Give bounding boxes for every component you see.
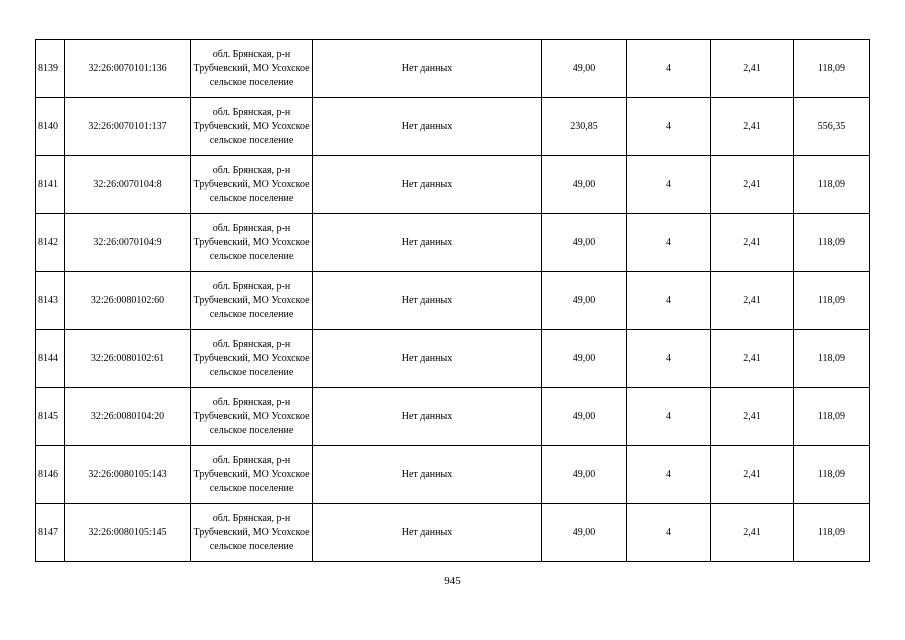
group-cell: 4 — [627, 388, 711, 446]
address-cell: обл. Брянская, р-н Трубчевский, МО Усохское сельское поселение — [191, 98, 313, 156]
cadastral-table — [35, 39, 870, 562]
area-cell: 49,00 — [542, 156, 627, 214]
rate-cell: 2,41 — [711, 156, 794, 214]
value-cell: 118,09 — [794, 272, 870, 330]
table-body — [36, 40, 870, 562]
rate-cell: 2,41 — [711, 214, 794, 272]
cadastral-number-cell: 32:26:0080102:61 — [65, 330, 191, 388]
status-cell: Нет данных — [313, 272, 542, 330]
row-number-cell: 8146 — [36, 446, 65, 504]
cadastral-number-cell: 32:26:0080105:143 — [65, 446, 191, 504]
table-row — [36, 156, 870, 214]
area-cell: 49,00 — [542, 330, 627, 388]
value-cell: 118,09 — [794, 330, 870, 388]
area-cell: 49,00 — [542, 446, 627, 504]
status-cell: Нет данных — [313, 214, 542, 272]
row-number-cell: 8140 — [36, 98, 65, 156]
row-number-cell: 8141 — [36, 156, 65, 214]
group-cell: 4 — [627, 504, 711, 562]
area-cell: 49,00 — [542, 214, 627, 272]
group-cell: 4 — [627, 98, 711, 156]
status-cell: Нет данных — [313, 388, 542, 446]
value-cell: 118,09 — [794, 388, 870, 446]
value-cell: 118,09 — [794, 214, 870, 272]
row-number-cell: 8143 — [36, 272, 65, 330]
address-cell: обл. Брянская, р-н Трубчевский, МО Усохское сельское поселение — [191, 446, 313, 504]
address-cell: обл. Брянская, р-н Трубчевский, МО Усохское сельское поселение — [191, 388, 313, 446]
rate-cell: 2,41 — [711, 446, 794, 504]
status-cell: Нет данных — [313, 98, 542, 156]
address-cell: обл. Брянская, р-н Трубчевский, МО Усохское сельское поселение — [191, 40, 313, 98]
rate-cell: 2,41 — [711, 504, 794, 562]
value-cell: 118,09 — [794, 156, 870, 214]
value-cell: 556,35 — [794, 98, 870, 156]
rate-cell: 2,41 — [711, 40, 794, 98]
address-cell: обл. Брянская, р-н Трубчевский, МО Усохское сельское поселение — [191, 156, 313, 214]
area-cell: 49,00 — [542, 40, 627, 98]
cadastral-number-cell: 32:26:0070101:137 — [65, 98, 191, 156]
rate-cell: 2,41 — [711, 272, 794, 330]
page-number: 945 — [444, 575, 461, 587]
group-cell: 4 — [627, 40, 711, 98]
cadastral-number-cell: 32:26:0080104:20 — [65, 388, 191, 446]
cadastral-number-cell: 32:26:0070104:9 — [65, 214, 191, 272]
table-row — [36, 214, 870, 272]
table-row — [36, 330, 870, 388]
address-cell: обл. Брянская, р-н Трубчевский, МО Усохское сельское поселение — [191, 272, 313, 330]
group-cell: 4 — [627, 214, 711, 272]
value-cell: 118,09 — [794, 446, 870, 504]
group-cell: 4 — [627, 272, 711, 330]
table-row — [36, 272, 870, 330]
group-cell: 4 — [627, 446, 711, 504]
row-number-cell: 8147 — [36, 504, 65, 562]
area-cell: 49,00 — [542, 388, 627, 446]
row-number-cell: 8142 — [36, 214, 65, 272]
table-row — [36, 504, 870, 562]
table-row — [36, 446, 870, 504]
status-cell: Нет данных — [313, 40, 542, 98]
value-cell: 118,09 — [794, 504, 870, 562]
address-cell: обл. Брянская, р-н Трубчевский, МО Усохское сельское поселение — [191, 504, 313, 562]
rate-cell: 2,41 — [711, 388, 794, 446]
status-cell: Нет данных — [313, 156, 542, 214]
cadastral-number-cell: 32:26:0080102:60 — [65, 272, 191, 330]
cadastral-number-cell: 32:26:0080105:145 — [65, 504, 191, 562]
status-cell: Нет данных — [313, 446, 542, 504]
group-cell: 4 — [627, 156, 711, 214]
table-row — [36, 98, 870, 156]
rate-cell: 2,41 — [711, 98, 794, 156]
cadastral-number-cell: 32:26:0070104:8 — [65, 156, 191, 214]
row-number-cell: 8145 — [36, 388, 65, 446]
area-cell: 230,85 — [542, 98, 627, 156]
rate-cell: 2,41 — [711, 330, 794, 388]
area-cell: 49,00 — [542, 272, 627, 330]
status-cell: Нет данных — [313, 330, 542, 388]
area-cell: 49,00 — [542, 504, 627, 562]
value-cell: 118,09 — [794, 40, 870, 98]
table-row — [36, 40, 870, 98]
status-cell: Нет данных — [313, 504, 542, 562]
address-cell: обл. Брянская, р-н Трубчевский, МО Усохское сельское поселение — [191, 330, 313, 388]
cadastral-number-cell: 32:26:0070101:136 — [65, 40, 191, 98]
group-cell: 4 — [627, 330, 711, 388]
address-cell: обл. Брянская, р-н Трубчевский, МО Усохское сельское поселение — [191, 214, 313, 272]
row-number-cell: 8139 — [36, 40, 65, 98]
row-number-cell: 8144 — [36, 330, 65, 388]
table-row — [36, 388, 870, 446]
